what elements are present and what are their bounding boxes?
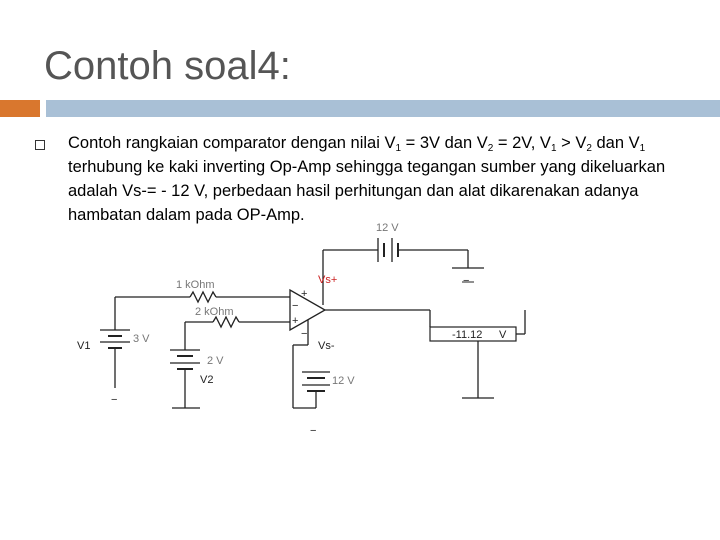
opamp-plus-input-label: + [292, 315, 299, 327]
supply-top-label: 12 V [376, 222, 399, 234]
opamp-plus-top-label: + [301, 288, 308, 300]
v2-name-label: V2 [200, 374, 214, 386]
opamp-symbol [290, 290, 430, 345]
para-text-4: > V [556, 134, 587, 152]
voltmeter [430, 310, 525, 398]
battery-v2 [170, 350, 200, 369]
vs-plus-label: Vs+ [318, 274, 338, 286]
para-sub-3: 1 [550, 143, 557, 154]
para-text-2: = 3V dan V [401, 134, 488, 152]
meter-unit: V [499, 329, 507, 341]
r1-label: 1 kOhm [176, 279, 215, 291]
ground-mark-top: − [463, 275, 470, 287]
para-sub-5: 1 [639, 143, 646, 154]
supply-bottom-label: 12 V [332, 375, 355, 387]
meter-reading: -11.12 [452, 329, 483, 341]
supply-battery-top [323, 238, 468, 305]
slide-title: Contoh soal4: [44, 44, 291, 88]
v2-value-label: 2 V [207, 355, 224, 367]
opamp-minus-bottom-label: − [301, 328, 308, 340]
para-sub-1: 1 [395, 143, 402, 154]
battery-v1 [100, 330, 130, 348]
ground-mark-v1: − [111, 394, 118, 406]
v1-name-label: V1 [77, 340, 91, 352]
para-sub-2: 2 [487, 143, 494, 154]
vs-minus-label: Vs- [318, 340, 335, 352]
para-text-1: Contoh rangkaian comparator dengan nilai V [68, 134, 396, 152]
para-text-5: dan V [591, 134, 640, 152]
supply-battery-bottom [293, 345, 330, 408]
para-sub-4: 2 [586, 143, 592, 154]
ground-mark-bottom: − [310, 425, 317, 437]
opamp-minus-input-label: − [292, 300, 299, 312]
r2-label: 2 kOhm [195, 306, 234, 318]
para-text-6: terhubung ke kaki inverting Op-Amp sehingga tegangan sumber yang dikeluarkan adalah Vs-= - 12 V, perbedaan hasil perhitungan dan alat dikarenakan adanya hambatan dalam pada OP-Amp. [68, 158, 666, 224]
para-text-3: = 2V, V [493, 134, 551, 152]
v1-value-label: 3 V [133, 333, 150, 345]
